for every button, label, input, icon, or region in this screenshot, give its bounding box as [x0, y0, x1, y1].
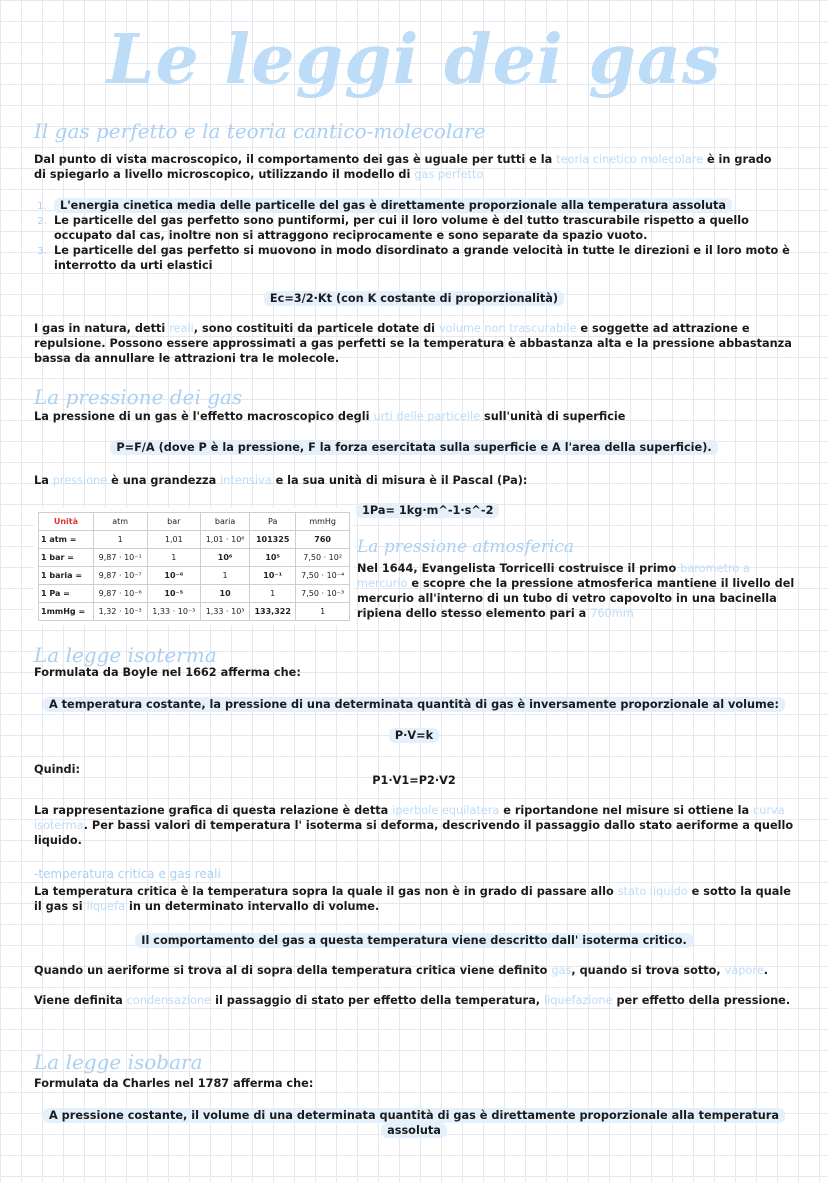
table-row: 1 Pa = 9,87 · 10⁻⁶ 10⁻⁵ 10 1 7,50 · 10⁻³ [39, 585, 350, 603]
boyle-formula: P·V=k [0, 728, 828, 743]
highlight-gas-perfetto: gas perfetto [414, 168, 484, 181]
quindi-label: Quindi: [34, 763, 81, 776]
critical-temperature-paragraph: La temperatura critica è la temperatura sopra la quale il gas non è in grado di passare allo stato liquido e sotto la quale il gas si liquefa in un determinato intervallo di volume. [34, 885, 791, 913]
table-header: Pa [250, 513, 296, 531]
subheading-temperatura-critica: -temperatura critica e gas reali [34, 867, 221, 881]
postulates-list [34, 198, 802, 273]
gas-vapore-paragraph: Quando un aeriforme si trova al di sopra della temperatura critica viene definito gas, quando si trova sotto, vapore. [34, 964, 768, 977]
real-gas-paragraph: I gas in natura, detti reali, sono costituiti da particele dotate di volume non trascurabile e soggette ad attrazione e repulsione. Possono essere approssimati a gas perfetti se la temperatura è abbastanza alta e la pressione abbastanza bassa da annullare le attrazioni tra le molecole. [34, 322, 792, 365]
list-item: 3. Le particelle del gas perfetto si muovono in modo disordinato a grande velocità in tutte le direzioni e il loro moto è interrotto da urti elastici [50, 243, 802, 273]
table-row: 1 bar = 9,87 · 10⁻¹ 1 10⁶ 10⁵ 7,50 · 10² [39, 549, 350, 567]
pressure-unit-paragraph: La pressione è una grandezza intensiva e la sua unità di misura è il Pascal (Pa): [34, 474, 528, 487]
intro-paragraph: Dal punto di vista macroscopico, il comportamento dei gas è uguale per tutti e la teoria cinetico molecolare è in grado di spiegarlo a livello microscopico, utilizzando il modello di gas perfetto [34, 153, 772, 181]
table-header: mmHg [296, 513, 350, 531]
pressure-formula: P=F/A (dove P è la pressione, F la forza esercitata sulla superficie e A l'area della superficie). [0, 440, 828, 455]
boyle-formula-2: P1·V1=P2·V2 [372, 774, 456, 787]
page-title: Le leggi dei gas [106, 20, 722, 100]
list-item: 2. Le particelle del gas perfetto sono puntiformi, per cui il loro volume è del tutto trascurabile rispetto a quello occupato dal cas, inoltre non si attraggono reciprocamente e sono separate da spazio vuoto. [50, 213, 802, 243]
subheading-pressione-atmosferica: La pressione atmosferica [357, 537, 575, 557]
list-item: 1. L'energia cinetica media delle particelle del gas è direttamente proporzionale alla temperatura assoluta [50, 198, 802, 213]
table-header: bar [147, 513, 201, 531]
table-header-row [39, 513, 350, 531]
table-header: Unità [39, 513, 94, 531]
pascal-definition: 1Pa= 1kg·m^-1·s^-2 [356, 503, 499, 518]
section-heading-isoterma: La legge isoterma [34, 643, 217, 667]
kinetic-energy-formula: Ec=3/2·Kt (con K costante di proporzionalità) [0, 291, 828, 306]
table-row: 1mmHg = 1,32 · 10⁻³ 1,33 · 10⁻³ 1,33 · 10³ 133,322 1 [39, 603, 350, 621]
boyle-law-statement: A temperatura costante, la pressione di una determinata quantità di gas è inversamente proporzionale al volume: [0, 697, 828, 712]
section-heading-gas-perfetto: Il gas perfetto e la teoria cantico-molecolare [34, 119, 486, 143]
pressure-definition: La pressione di un gas è l'effetto macroscopico degli urti delle particelle sull'unità di superficie [34, 410, 626, 423]
pressure-units-table [34, 508, 354, 625]
condensazione-paragraph: Viene definita condensazione il passaggio di stato per effetto della temperatura, liquefazione per effetto della pressione. [34, 994, 791, 1007]
section-heading-pressione: La pressione dei gas [34, 385, 243, 409]
torricelli-paragraph: Nel 1644, Evangelista Torricelli costruisce il primo barometro a mercurio e scopre che la pressione atmosferica mantiene il livello del mercurio all'interno di un tubo di vetro capovolto in una bacinella ripiena dello stesso elemento pari a 760mm [357, 562, 795, 620]
isotherm-graph-paragraph: La rappresentazione grafica di questa relazione è detta iperbole equilatera e riportandone nel misure si ottiene la curva isoterma. Per bassi valori di temperatura l' isoterma si deforma, descrivendo il passaggio dallo stato aeriforme a quello liquido. [34, 804, 794, 847]
boyle-intro: Formulata da Boyle nel 1662 afferma che: [34, 666, 301, 679]
table-row: 1 atm = 1 1,01 1,01 · 10⁶ 101325 760 [39, 531, 350, 549]
table-header: atm [93, 513, 147, 531]
critical-isotherm-statement: Il comportamento del gas a questa temperatura viene descritto dall' isoterma critico. [0, 933, 828, 948]
section-heading-isobara: La legge isobara [34, 1050, 203, 1074]
highlight-teoria: teoria cinetico molecolare [556, 153, 704, 166]
table-header: baria [201, 513, 250, 531]
table-row: 1 baria = 9,87 · 10⁻⁷ 10⁻⁶ 1 10⁻¹ 7,50 · 10⁻⁴ [39, 567, 350, 585]
charles-intro: Formulata da Charles nel 1787 afferma che: [34, 1077, 314, 1090]
charles-law-statement: A pressione costante, il volume di una determinata quantità di gas è direttamente proporzionale alla temperatura assoluta [34, 1108, 794, 1138]
